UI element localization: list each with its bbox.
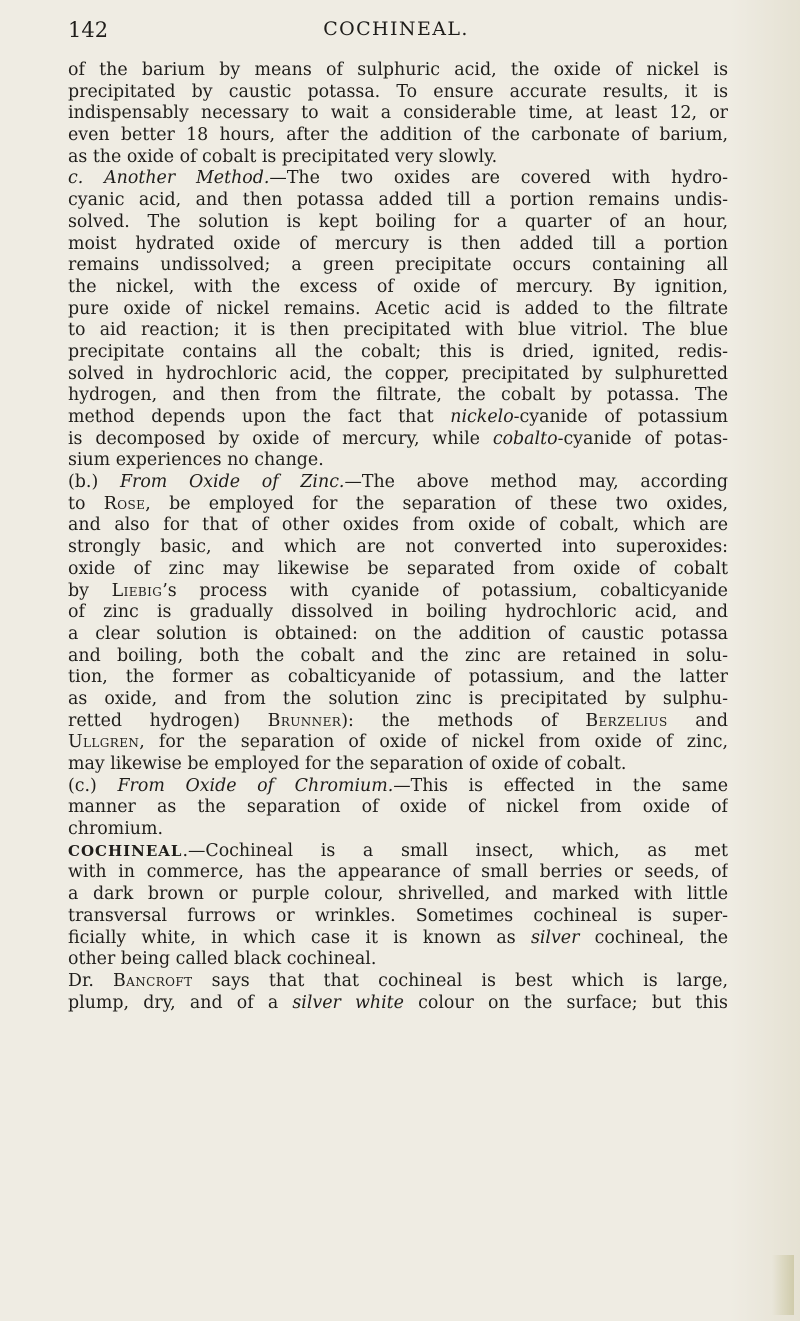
text-segment: of the barium by means of sulphuric acid, the oxide of nickel is	[68, 60, 728, 80]
page-number: 142	[68, 18, 109, 42]
text-segment: other being called black cochineal.	[68, 949, 377, 970]
text-segment: as oxide, and from the solution zinc is precipitated by sulphu-	[68, 688, 728, 709]
text-segment: solved in hydrochloric acid, the copper, precipitated by sulphuretted	[68, 363, 728, 384]
page-edge-shading	[730, 0, 800, 1321]
text-segment: the nickel, with the excess of oxide of mercury. By ignition,	[68, 276, 728, 297]
text-segment: From Oxide of Zinc.	[119, 472, 345, 493]
text-line	[68, 429, 728, 451]
text-segment: a dark brown or purple colour, shrivelled, and marked with little	[68, 884, 728, 905]
text-segment: strongly basic, and which are not converted into superoxides:	[68, 537, 728, 558]
author-name: Liebig	[111, 580, 163, 601]
text-line	[68, 754, 728, 776]
text-segment: precipitate contains all the cobalt; this is dried, ignited, redis-	[68, 341, 728, 362]
author-name: Berzelius	[585, 710, 668, 731]
text-line	[68, 949, 728, 971]
text-segment: oxide of zinc may likewise be separated from oxide of cobalt	[68, 558, 728, 579]
text-segment: may likewise be employed for the separation of oxide of cobalt.	[68, 754, 627, 774]
text-segment: colour on the surface; but this	[403, 992, 728, 1013]
text-line	[68, 537, 728, 559]
section-heading: COCHINEAL	[68, 841, 183, 860]
text-line	[68, 450, 728, 472]
text-segment: cochineal, the	[579, 927, 728, 948]
text-line	[68, 711, 728, 733]
text-segment: remains undissolved; a green precipitate occurs containing all	[68, 255, 728, 276]
text-segment: , for the separation of oxide of nickel from oxide of zinc,	[139, 732, 728, 753]
text-line	[68, 819, 728, 841]
text-segment: pure oxide of nickel remains. Acetic acid is added to the filtrate	[68, 298, 728, 319]
text-segment: Dr.	[68, 970, 113, 991]
text-line	[68, 993, 728, 1015]
text-segment: a clear solution is obtained: on the addition of caustic potassa	[68, 623, 728, 644]
text-line	[68, 234, 728, 256]
text-segment: indispensably necessary to wait a considerable time, at least 12, or	[68, 103, 728, 124]
text-line	[68, 190, 728, 212]
text-segment: moist hydrated oxide of mercury is then added till a portion	[68, 233, 728, 254]
text-segment: —This is effected in the same	[393, 775, 728, 796]
text-line	[68, 472, 728, 494]
text-segment: sium experiences no change.	[68, 450, 324, 471]
text-line	[68, 320, 728, 342]
text-segment: with in commerce, has the appearance of small berries or seeds, of	[68, 862, 728, 883]
text-line	[68, 342, 728, 364]
text-line	[68, 147, 728, 169]
text-line	[68, 732, 728, 754]
text-line	[68, 667, 728, 689]
text-segment: (c.)	[68, 775, 118, 796]
text-line	[68, 168, 728, 190]
text-segment: transversal furrows or wrinkles. Sometimes cochineal is super-	[68, 905, 728, 926]
text-segment: c.	[68, 168, 105, 189]
text-line	[68, 602, 728, 624]
text-line	[68, 277, 728, 299]
text-segment: to aid reaction; it is then precipitated with blue vitriol. The blue	[68, 320, 728, 341]
running-title: COCHINEAL.	[323, 18, 469, 40]
text-segment: precipitated by caustic potassa. To ensure accurate results, it is	[68, 81, 728, 102]
page-stain	[772, 1255, 794, 1315]
text-segment: cyanic acid, and then potassa added till a portion remains undis-	[68, 190, 728, 211]
text-line	[68, 255, 728, 277]
text-segment: .—Cochineal is a small insect, which, as met	[182, 840, 728, 861]
text-segment: -cyanide of potas-	[557, 428, 728, 449]
text-segment: -cyanide of potassium	[513, 407, 728, 427]
text-segment: hydrogen, and then from the filtrate, the cobalt by potassa. The	[68, 385, 728, 406]
text-segment: ): the methods of	[341, 710, 586, 731]
text-line	[68, 581, 728, 603]
text-segment: as the oxide of cobalt is precipitated very slowly.	[68, 146, 498, 167]
text-segment: cobalto	[492, 428, 558, 449]
text-line	[68, 385, 728, 407]
page-header	[68, 18, 724, 52]
text-segment: —The two oxides are covered with hydro-	[269, 168, 728, 189]
text-line	[68, 407, 728, 429]
text-segment: (b.)	[68, 472, 120, 493]
text-segment: to	[68, 493, 104, 514]
text-segment: by	[68, 580, 112, 601]
text-segment: From Oxide of Chromium.	[117, 775, 394, 796]
text-segment: of zinc is gradually dissolved in boiling hydrochloric acid, and	[68, 602, 728, 623]
author-name: Bancroft	[113, 970, 193, 991]
text-line	[68, 906, 728, 928]
text-line	[68, 515, 728, 537]
text-line	[68, 841, 728, 863]
author-name: Brunner	[267, 710, 342, 731]
text-line	[68, 862, 728, 884]
text-line	[68, 103, 728, 125]
text-segment: and also for that of other oxides from oxide of cobalt, which are	[68, 515, 728, 536]
body-text	[68, 60, 728, 1014]
text-segment: ficially white, in which case it is known as	[68, 927, 531, 948]
author-name: Ullgren	[68, 732, 140, 753]
text-segment: manner as the separation of oxide of nickel from oxide of	[68, 797, 728, 818]
text-segment: ’s process with cyanide of potassium, cobalticyanide	[162, 580, 728, 601]
text-segment: chromium.	[68, 819, 163, 840]
text-line	[68, 559, 728, 581]
text-segment: Another Method.	[104, 168, 270, 189]
text-segment: —The above method may, according	[344, 472, 728, 493]
text-segment: , be employed for the separation of these two oxides,	[145, 493, 728, 514]
text-segment: nickelo	[450, 407, 514, 427]
text-segment: retted hydrogen)	[68, 710, 268, 731]
text-line	[68, 971, 728, 993]
text-segment: tion, the former as cobalticyanide of potassium, and the latter	[68, 667, 728, 688]
text-line	[68, 212, 728, 234]
text-line	[68, 494, 728, 516]
text-line	[68, 125, 728, 147]
text-line	[68, 884, 728, 906]
text-line	[68, 82, 728, 104]
text-line	[68, 776, 728, 798]
text-line	[68, 60, 728, 82]
text-line	[68, 689, 728, 711]
text-line	[68, 928, 728, 950]
author-name: Rose	[103, 493, 146, 514]
text-segment: and boiling, both the cobalt and the zinc are retained in solu-	[68, 645, 728, 666]
text-segment: and	[667, 710, 728, 731]
text-segment: says that that cochineal is best which is large,	[192, 970, 728, 991]
text-line	[68, 624, 728, 646]
text-segment: solved. The solution is kept boiling for a quarter of an hour,	[68, 211, 728, 232]
text-segment: is decomposed by oxide of mercury, while	[68, 428, 493, 449]
text-segment: plump, dry, and of a	[68, 992, 293, 1013]
text-segment: method depends upon the fact that	[68, 407, 451, 427]
text-line	[68, 646, 728, 668]
text-line	[68, 299, 728, 321]
text-segment: silver	[530, 927, 580, 948]
text-line	[68, 364, 728, 386]
text-segment: even better 18 hours, after the addition of the carbonate of barium,	[68, 125, 728, 146]
text-line	[68, 797, 728, 819]
text-segment: silver white	[292, 992, 404, 1013]
